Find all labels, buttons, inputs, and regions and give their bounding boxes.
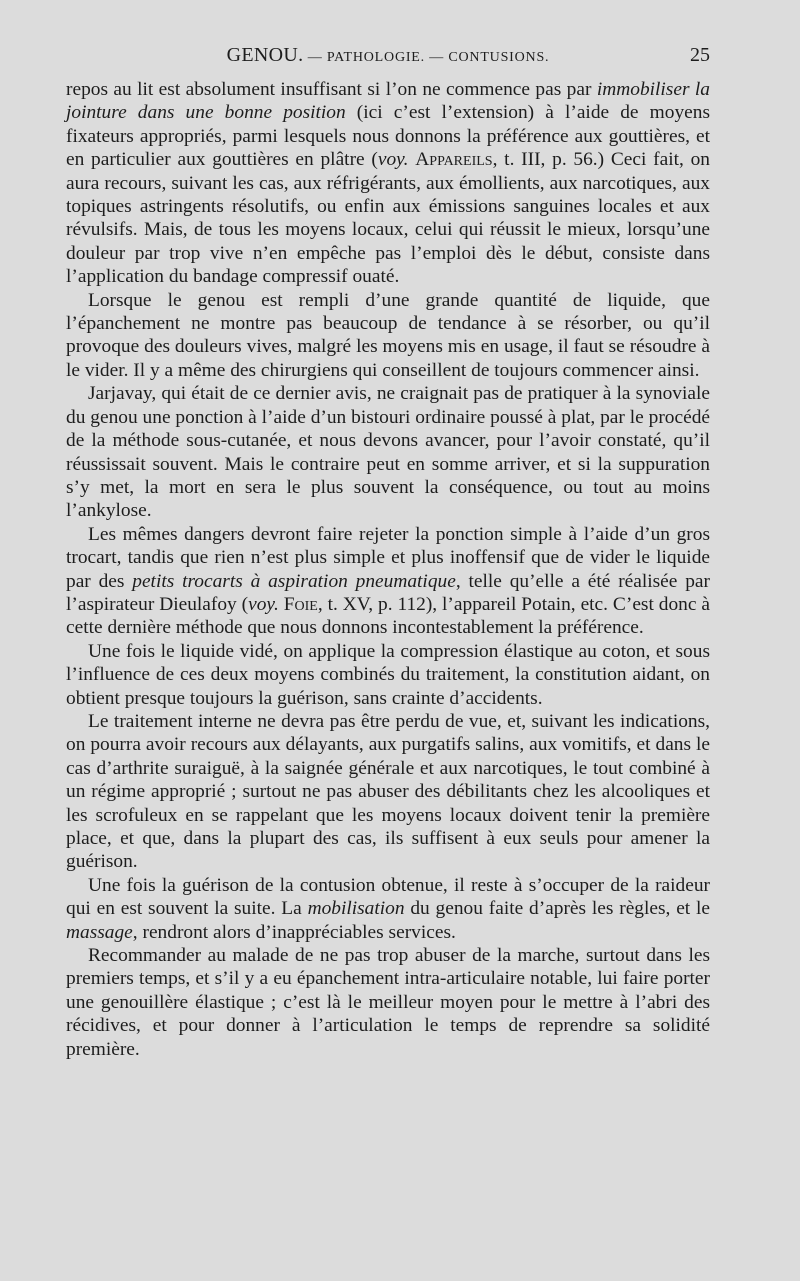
text-segment: , rendront alors d’inappréciables services. (132, 921, 456, 943)
smallcaps-ref: Appareils (415, 149, 493, 171)
text-segment: , telle qu’elle a été réalisée par l’aspirateur Dieulafoy ( (66, 570, 710, 615)
header-contusions: CONTUSIONS. (448, 50, 550, 65)
header-dash-1: — (303, 50, 327, 65)
paragraph-3 (66, 382, 710, 522)
text-segment: , t. XV, p. 112), l’appareil Potain, etc. C’est donc à cette dernière méthode que nous donnons incontestablement la préférence. (66, 593, 710, 639)
text-segment: Le traitement interne ne devra pas être perdu de vue, et, suivant les indications, on pourra avoir recours aux délayants, aux purgatifs salins, aux vomitifs, et dans le cas d’arthrite suraiguë, à la saignée générale et aux narcotiques, le tout combiné à un régime approprié ; surtout ne pas abuser des débilitants chez les alcooliques et les scrofuleux en se rappelant que les moyens locaux doivent tenir la première place, et que, dans la plupart des cas, ils suffisent à eux seuls pour amener la guérison. (66, 710, 710, 873)
text-segment: (ici c’est l’extension) à l’aide de moyens fixateurs appropriés, parmi lesquels nous donnons la préférence aux gouttières, et en particulier aux gouttières en plâtre ( (66, 102, 710, 171)
text-segment: Les mêmes dangers devront faire rejeter la ponction simple à l’aide d’un gros trocart, tandis que rien n’est plus simple et plus inoffensif que de vider le liquide par des (66, 523, 710, 592)
paragraph-8 (66, 944, 710, 1061)
paragraph-5 (66, 640, 710, 710)
header-dash-2: — (424, 50, 449, 65)
header-pathologie: PATHOLOGIE. (326, 50, 425, 65)
text-segment: , t. III, p. 56.) Ceci fait, on aura recours, suivant les cas, aux réfrigérants, aux émollients, aux narcotiques, aux topiques astringents résolutifs, ou enfin aux émissions sanguines locales et aux révulsifs. Mais, de tous les moyens locaux, celui qui réussit le mieux, lorsqu’une douleur par trop vive n’en empêche pas l’emploi dès le début, consiste dans l’application du bandage compressif ouaté. (66, 149, 710, 288)
paragraph-2 (66, 289, 710, 383)
smallcaps-ref: Foie (283, 593, 318, 615)
text-segment: Une fois le liquide vidé, on applique la compression élastique au coton, et sous l’influence de ces deux moyens combinés du traitement, la constitution aidant, on obtient presque toujours la guérison, sans crainte d’accidents. (66, 640, 710, 709)
page-number: 25 (690, 44, 710, 66)
italic-phrase: immobiliser la jointure dans une bonne position (66, 79, 710, 124)
text-segment: Jarjavay, qui était de ce dernier avis, ne craignait pas de pratiquer à la synoviale du genou une ponction à l’aide d’un bistouri ordinaire poussé à plat, par le procédé de la méthode sous-cutanée, et nous devons avancer, pour l’avoir constaté, qu’il réussissait souvent. Mais le contraire peut en somme arriver, et si la suppuration s’y met, la mort en sera le plus souvent la conséquence, ou tout au moins l’ankylose. (66, 383, 710, 522)
text-segment: Recommander au malade de ne pas trop abuser de la marche, surtout dans les premiers temps, et s’il y a eu épanchement intra-articulaire notable, lui faire porter une genouillère élastique ; c’est là le meilleur moyen pour le mettre à l’abri des récidives, et pour donner à l’articulation le temps de reprendre sa solidité première. (66, 945, 710, 1060)
running-title (66, 44, 710, 67)
header-genou: GENOU. (226, 44, 304, 66)
italic-phrase: petits trocarts à aspiration pneumatique (132, 570, 456, 592)
text-segment: Lorsque le genou est rempli d’une grande quantité de liquide, que l’épanchement ne montre pas beaucoup de tendance à se résorber, ou qu’il provoque des douleurs vives, malgré les moyens mis en usage, il faut se résoudre à le vider. Il y a même des chirurgiens qui conseillent de toujours commencer ainsi. (66, 289, 710, 381)
text-segment: Une fois la guérison de la contusion obtenue, il reste à s’occuper de la raideur qui en est souvent la suite. La (66, 874, 710, 920)
italic-ref: voy. (377, 149, 409, 171)
text-segment: repos au lit est absolument insuffisant si l’on ne commence pas par (66, 79, 597, 100)
italic-ref: voy. (248, 593, 279, 615)
text-segment: du genou faite d’après les règles, et le (404, 898, 710, 920)
paragraph-7 (66, 874, 710, 944)
body-text (66, 78, 710, 1061)
running-header (66, 44, 710, 70)
italic-term: massage (66, 921, 133, 943)
paragraph-6 (66, 710, 710, 874)
paragraph-4 (66, 523, 710, 640)
italic-term: mobilisation (307, 898, 405, 920)
paragraph-1 (66, 78, 710, 289)
